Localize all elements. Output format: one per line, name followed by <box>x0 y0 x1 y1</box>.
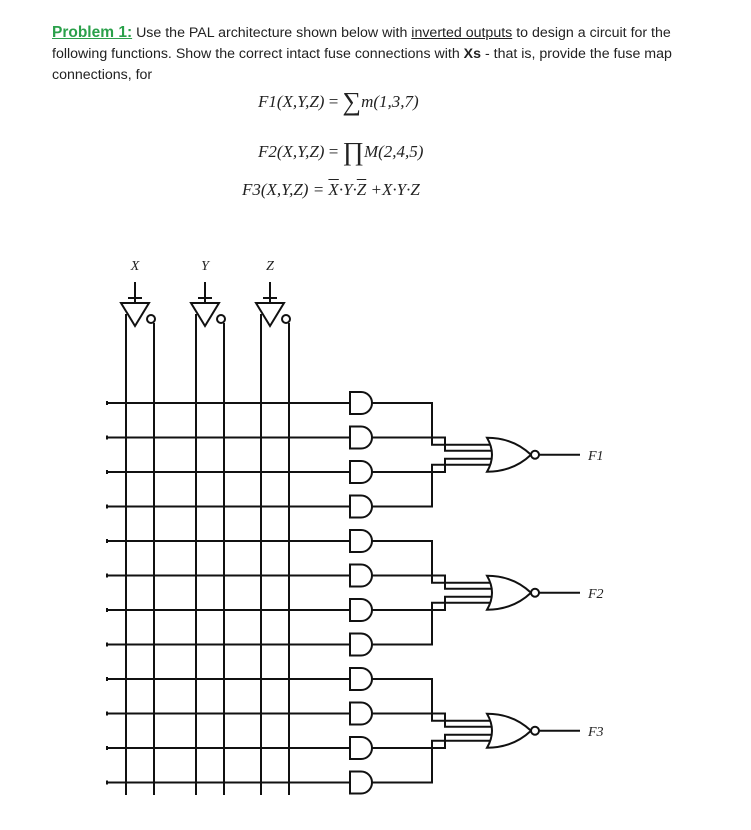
and-gate <box>350 703 372 725</box>
and-gate <box>350 461 372 483</box>
f1-equals: = <box>328 92 339 111</box>
f3-x: X <box>381 180 393 199</box>
dot: · <box>338 180 344 199</box>
sum-symbol: ∑ <box>342 87 362 116</box>
or-gate <box>487 714 531 748</box>
and-gate <box>350 392 372 414</box>
problem-text-b: to design a circuit for the following functions. Show the correct intact fuse connections with <box>52 25 671 62</box>
dot: · <box>406 180 411 199</box>
inverter-bubble <box>147 315 155 323</box>
f1-rhs: m(1,3,7) <box>361 92 419 111</box>
and-gate <box>350 565 372 587</box>
input-label-z: Z <box>266 259 274 274</box>
problem-text-a: Use the PAL architecture shown below with <box>136 25 408 41</box>
output-inverter-bubble <box>531 451 539 459</box>
output-inverter-bubble <box>531 589 539 597</box>
product-symbol: ∏ <box>342 137 364 166</box>
or-gate <box>487 576 531 610</box>
f2-lhs: F2(X,Y,Z) <box>258 142 325 161</box>
and-gate <box>350 496 372 518</box>
input-label-x: X <box>130 259 140 274</box>
and-gate <box>350 599 372 621</box>
output-label-f2: F2 <box>588 586 604 602</box>
output-label-f1: F1 <box>588 448 604 464</box>
output-label-f3: F3 <box>588 724 604 740</box>
dot: · <box>352 180 357 199</box>
inverted-outputs-term: inverted outputs <box>411 25 513 41</box>
dot: · <box>392 180 397 199</box>
and-gate <box>350 668 372 690</box>
inverter-bubble <box>217 315 225 323</box>
f2-equals: = <box>328 142 339 161</box>
problem-label: Problem 1: <box>52 24 133 41</box>
f3-z-bar: $\overline{Z}$ <box>356 180 367 199</box>
and-gate <box>350 530 372 552</box>
f3-y2: Y <box>396 180 407 199</box>
inverter-bubble <box>282 315 290 323</box>
f3-x-bar: $\overline{X}$ <box>328 180 339 199</box>
f1-lhs: F1(X,Y,Z) <box>258 92 325 111</box>
or-gate <box>487 438 531 472</box>
and-gate <box>350 737 372 759</box>
problem-text-c: - that is, provide the fuse map connections, for <box>52 46 672 83</box>
f3-z: Z <box>410 180 420 199</box>
input-label-y: Y <box>201 259 209 274</box>
and-gate <box>350 427 372 449</box>
output-inverter-bubble <box>531 727 539 735</box>
f2-rhs: M(2,4,5) <box>363 142 424 161</box>
xs-term: Xs <box>463 46 482 62</box>
f3-lhs: F3(X,Y,Z) = <box>242 180 325 199</box>
plus: + <box>370 180 382 199</box>
f3-y: Y <box>343 180 353 199</box>
and-gate <box>350 634 372 656</box>
and-gate <box>350 772 372 794</box>
